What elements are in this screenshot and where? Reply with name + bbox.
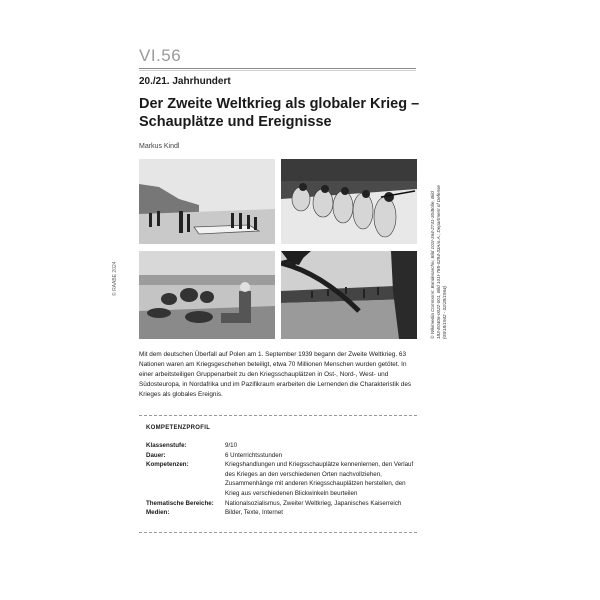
photo-credit-line-1: © Wikimedia Commons: Bundesarchiv, Bild 101I-364-2741-30/Bolle, Bild [430, 191, 435, 339]
title-line-1: Der Zweite Weltkrieg als globaler Krieg – [139, 96, 420, 112]
profile-row [146, 441, 416, 451]
profile-row [146, 499, 416, 509]
profile-heading: KOMPETENZPROFIL [146, 425, 211, 431]
unit-code: VI.56 [139, 46, 182, 65]
profile-label: Medien: [146, 509, 170, 517]
author: Markus Kindl [139, 143, 180, 150]
page-title [139, 95, 439, 131]
photo-credit-line-2: 183-E0406-0022-001, Bild 101I-785-0294-33A/o.A.; Department of Defense [436, 185, 442, 339]
period-heading: 20./21. Jahrhundert [139, 76, 231, 87]
photo-credit [430, 159, 449, 339]
intro-paragraph: Mit dem deutschen Überfall auf Polen am 1. September 1939 begann der Zweite Weltkrieg. 63 Nationen waren am Kriegsgeschehen beteiligt, etwa 70 Millionen Menschen wurden getötet. In einer arbeitsteiligen Gruppenarbeit zu den Kriegsschauplätzen in Ost-, Nord-, West- und Südosteuropa, in Nordafrika und im Pazifikraum erarbeiten die Lernenden die Charakteristik des Krieges als globales Ereignis. [139, 351, 412, 398]
profile-row [146, 460, 416, 498]
header-divider-secondary [139, 70, 416, 71]
photo-pacific-beach [281, 251, 417, 339]
profile-top-divider [139, 415, 417, 416]
title-line-2: Schauplätze und Ereignisse [139, 114, 332, 130]
profile-bottom-divider [139, 532, 417, 533]
profile-value: Nationalsozialismus, Zweiter Weltkrieg, Japanisches Kaiserreich [225, 499, 402, 507]
profile-value: Kriegshandlungen und Kriegsschauplätze kennenlernen, den Verlauf des Krieges an den verschiedenen Orten nachvollziehen, Zusammenhänge mit anderen Kriegsschauplätzen herstellen, den Krieg aus verschiedenen Blickwinkeln beurteilen [225, 461, 414, 497]
profile-row [146, 451, 416, 461]
profile-row [146, 508, 416, 518]
profile-label: Thematische Bereiche: [146, 499, 214, 507]
photo-beach-landing [139, 159, 275, 244]
profile-label: Dauer: [146, 451, 166, 459]
profile-label: Kompetenzen: [146, 461, 189, 469]
profile-value: 6 Unterrichtsstunden [225, 451, 283, 459]
header-divider [139, 68, 416, 69]
copyright-note: © RAABE 2024 [112, 261, 118, 296]
photo-soldiers-snow [281, 159, 417, 244]
photo-credit-line-3: (09/18/1942 - 02/28/1964) [442, 285, 448, 339]
profile-value: Bilder, Texte, Internet [225, 509, 284, 517]
profile-label: Klassenstufe: [146, 442, 187, 449]
profile-value: 9/10 [225, 442, 238, 449]
photo-desert-soldiers [139, 251, 275, 339]
competence-profile [146, 441, 416, 518]
